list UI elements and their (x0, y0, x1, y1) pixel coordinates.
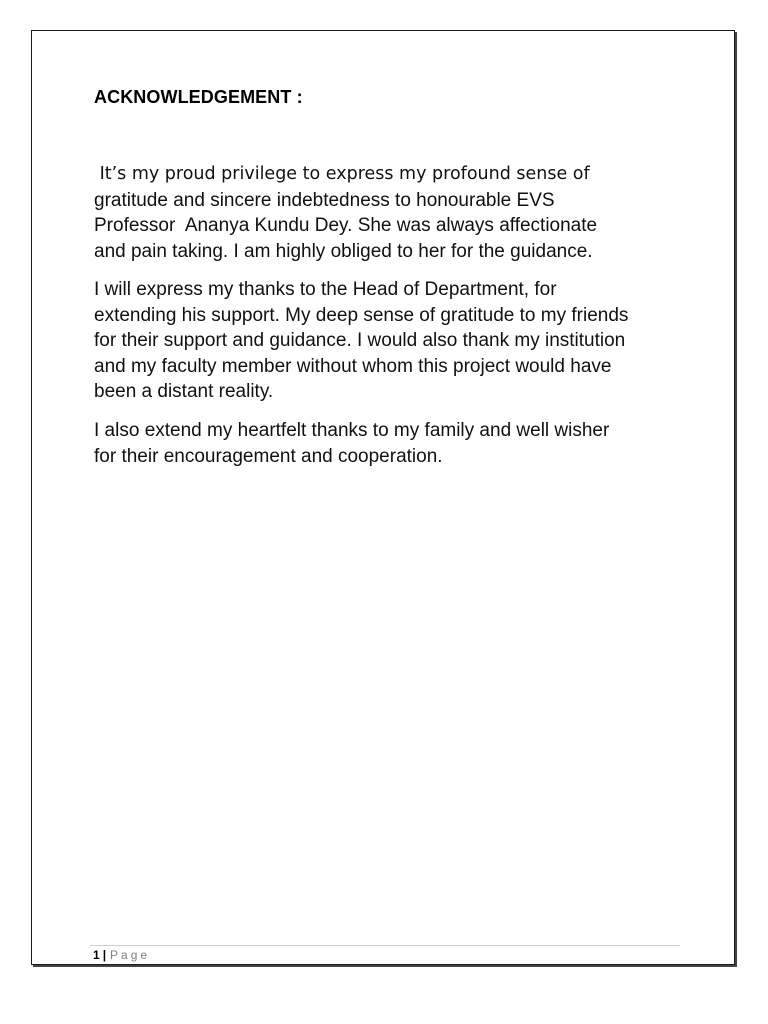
paragraph-line: It’s my proud privilege to express my profound sense of (94, 164, 590, 184)
paragraph-2 (94, 277, 714, 405)
paragraph-line: extending his support. My deep sense of gratitude to my friends (94, 304, 629, 326)
paragraph-line: gratitude and sincere indebtedness to honourable EVS (94, 189, 555, 211)
paragraph-1 (94, 162, 714, 264)
paragraph-3 (94, 418, 714, 469)
footer-separator: | (102, 948, 107, 962)
page-title: ACKNOWLEDGEMENT : (94, 87, 303, 107)
paragraph-line: Professor Ananya Kundu Dey. She was always affectionate (94, 215, 598, 236)
paragraph-line: I will express my thanks to the Head of Department, for (94, 279, 557, 300)
paragraph-line: and pain taking. I am highly obliged to her for the guidance. (94, 240, 593, 262)
paragraph-line: I also extend my heartfelt thanks to my family and well wisher (94, 420, 610, 441)
page-footer (93, 948, 150, 962)
paragraph-line: and my faculty member without whom this project would have (94, 355, 612, 377)
page-number: 1 (93, 948, 100, 962)
paragraph-line: for their support and guidance. I would also thank my institution (94, 330, 626, 351)
paragraph-line: been a distant reality. (94, 381, 274, 402)
footer-divider (90, 945, 680, 946)
page-label: Page (110, 948, 151, 962)
paragraph-line: for their encouragement and cooperation. (94, 445, 443, 467)
